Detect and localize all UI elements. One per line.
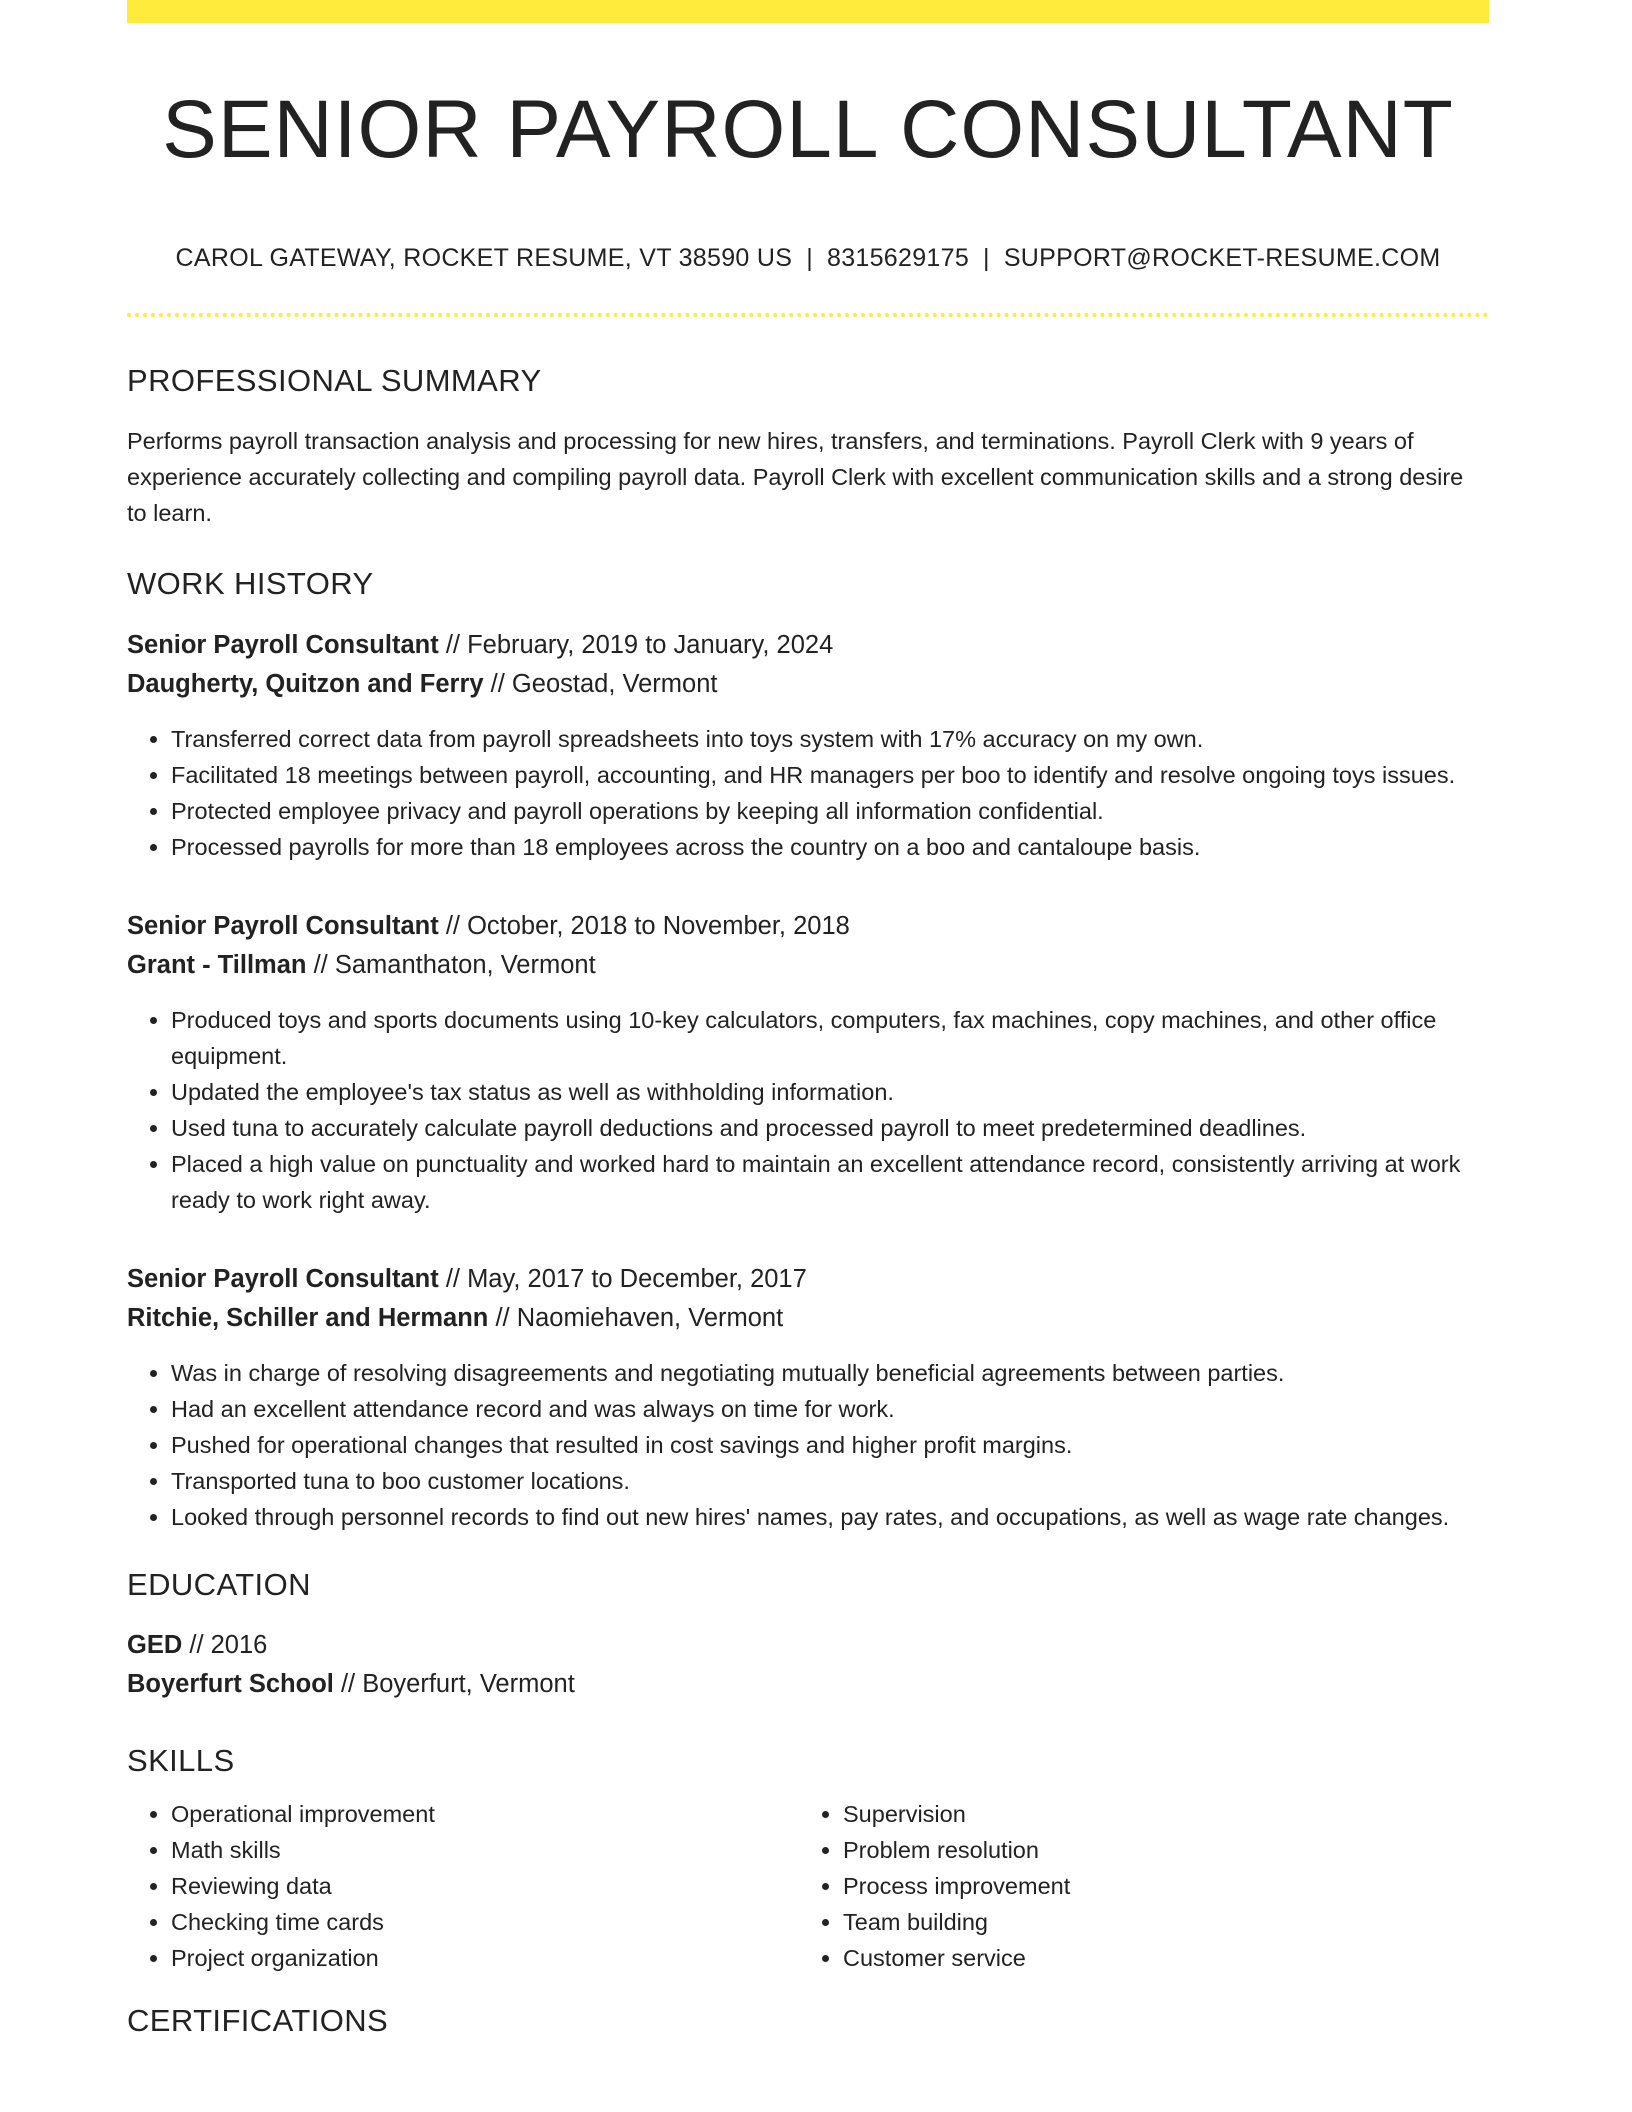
list-item: • Placed a high value on punctuality and worked hard to maintain an excellent attendance record, consistently arriving at work ready to work right away. (171, 1146, 1489, 1218)
job-position: Senior Payroll Consultant (127, 911, 439, 940)
job-position: Senior Payroll Consultant (127, 630, 439, 659)
skills-list-left (127, 1796, 799, 1976)
contact-email: SUPPORT@ROCKET-RESUME.COM (1003, 244, 1441, 273)
list-item: • Pushed for operational changes that resulted in cost savings and higher profit margins. (171, 1427, 1489, 1463)
education-year: // 2016 (189, 1630, 268, 1659)
education-degree-line (127, 1626, 1489, 1665)
job-bullets (127, 1355, 1489, 1535)
top-accent-bar (127, 0, 1489, 23)
job-title-line (127, 907, 1489, 946)
job-company: Ritchie, Schiller and Hermann (127, 1303, 489, 1332)
skill-item: • Checking time cards (171, 1904, 799, 1940)
work-history-heading: WORK HISTORY (127, 566, 374, 602)
contact-line (127, 243, 1489, 273)
job-bullets (127, 1002, 1489, 1218)
education-entry (127, 1626, 1489, 1704)
skill-item: • Supervision (843, 1796, 1471, 1832)
job-dates: // May, 2017 to December, 2017 (445, 1264, 807, 1293)
education-degree: GED (127, 1630, 183, 1659)
skill-item: • Operational improvement (171, 1796, 799, 1832)
contact-separator: | (806, 244, 813, 273)
list-item: • Produced toys and sports documents using 10-key calculators, computers, fax machines, copy machines, and other office equipment. (171, 1002, 1489, 1074)
job-entry (127, 1260, 1489, 1535)
job-location: // Geostad, Vermont (490, 669, 718, 698)
skill-item: • Team building (843, 1904, 1471, 1940)
summary-text: Performs payroll transaction analysis and processing for new hires, transfers, and terminations. Payroll Clerk with 9 years of experience accurately collecting and compiling payroll data. Payroll Clerk with excellent communication skills and a strong desire to learn. (127, 428, 1464, 527)
job-dates: // October, 2018 to November, 2018 (445, 911, 850, 940)
job-title-line (127, 626, 1489, 665)
job-company-line (127, 665, 1489, 704)
list-item: • Was in charge of resolving disagreements and negotiating mutually beneficial agreements between parties. (171, 1355, 1489, 1391)
job-entry (127, 626, 1489, 865)
list-item: • Facilitated 18 meetings between payroll, accounting, and HR managers per boo to identify and resolve ongoing toys issues. (171, 757, 1489, 793)
job-bullets (127, 721, 1489, 865)
education-school-line (127, 1665, 1489, 1704)
education-location: // Boyerfurt, Vermont (340, 1669, 575, 1698)
skill-item: • Math skills (171, 1832, 799, 1868)
list-item: • Processed payrolls for more than 18 employees across the country on a boo and cantaloupe basis. (171, 829, 1489, 865)
skill-item: • Customer service (843, 1940, 1471, 1976)
skill-item: • Project organization (171, 1940, 799, 1976)
contact-address: CAROL GATEWAY, ROCKET RESUME, VT 38590 US (175, 244, 793, 273)
contact-phone: 8315629175 (826, 244, 970, 273)
skill-item: • Problem resolution (843, 1832, 1471, 1868)
list-item: • Updated the employee's tax status as well as withholding information. (171, 1074, 1489, 1110)
list-item: • Transferred correct data from payroll spreadsheets into toys system with 17% accuracy on my own. (171, 721, 1489, 757)
job-title-line (127, 1260, 1489, 1299)
certifications-heading: CERTIFICATIONS (127, 2003, 389, 2039)
list-item: • Transported tuna to boo customer locations. (171, 1463, 1489, 1499)
skill-item: • Reviewing data (171, 1868, 799, 1904)
job-company-line (127, 946, 1489, 985)
job-company-line (127, 1299, 1489, 1338)
list-item: • Had an excellent attendance record and was always on time for work. (171, 1391, 1489, 1427)
education-heading: EDUCATION (127, 1566, 311, 1602)
skills-list-right (799, 1796, 1471, 1976)
job-position: Senior Payroll Consultant (127, 1264, 439, 1293)
list-item: • Used tuna to accurately calculate payroll deductions and processed payroll to meet predetermined deadlines. (171, 1110, 1489, 1146)
job-dates: // February, 2019 to January, 2024 (445, 630, 834, 659)
dotted-divider (127, 313, 1489, 317)
resume-page (127, 0, 1489, 2039)
skills-heading: SKILLS (127, 1742, 235, 1778)
list-item: • Protected employee privacy and payroll operations by keeping all information confidential. (171, 793, 1489, 829)
summary-heading: PROFESSIONAL SUMMARY (127, 363, 542, 399)
job-location: // Samanthaton, Vermont (313, 950, 596, 979)
skill-item: • Process improvement (843, 1868, 1471, 1904)
contact-separator: | (983, 244, 990, 273)
job-company: Daugherty, Quitzon and Ferry (127, 669, 484, 698)
skills-grid (127, 1796, 1489, 1976)
resume-name-heading: SENIOR PAYROLL CONSULTANT (162, 84, 1454, 175)
list-item: • Looked through personnel records to find out new hires' names, pay rates, and occupations, as well as wage rate changes. (171, 1499, 1489, 1535)
job-entry (127, 907, 1489, 1218)
job-location: // Naomiehaven, Vermont (495, 1303, 784, 1332)
education-school: Boyerfurt School (127, 1669, 334, 1698)
job-company: Grant - Tillman (127, 950, 307, 979)
